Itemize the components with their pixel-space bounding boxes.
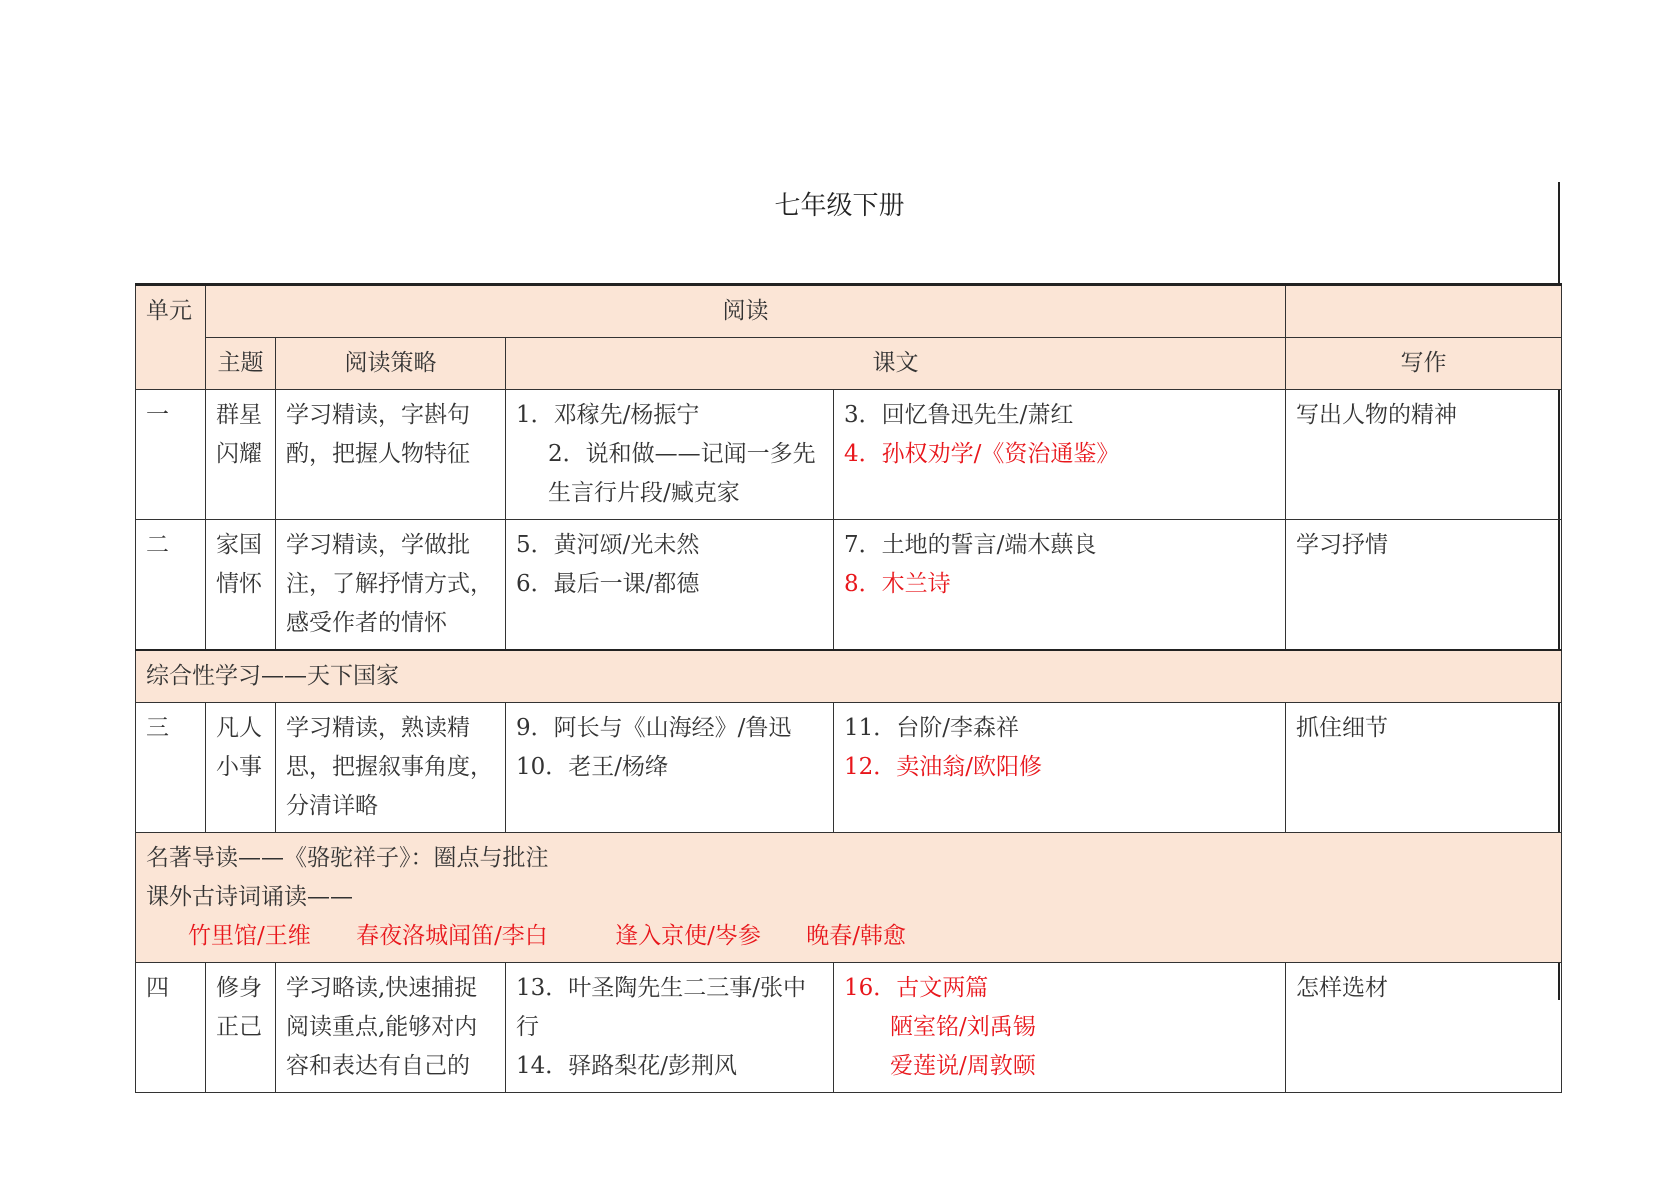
text-item-highlighted: 12．卖油翁/欧阳修 xyxy=(844,754,1043,780)
header-writing: 写作 xyxy=(1286,338,1562,390)
text-item: 6．最后一课/都德 xyxy=(516,571,700,597)
header-blank xyxy=(1286,285,1562,338)
unit-texts-a xyxy=(506,390,834,520)
poem-item: 竹里馆/王维 xyxy=(188,923,311,949)
unit-topic: 群星闪耀 xyxy=(206,390,276,520)
header-reading: 阅读 xyxy=(206,285,1286,338)
band-reading-guide xyxy=(136,833,1562,963)
unit-topic: 修身正己 xyxy=(206,963,276,1093)
unit-texts-b xyxy=(834,703,1286,833)
unit-number: 二 xyxy=(136,520,206,651)
unit-topic: 家国情怀 xyxy=(206,520,276,651)
text-item: 5．黄河颂/光未然 xyxy=(516,532,700,558)
poem-list xyxy=(146,917,1551,956)
unit-texts-b xyxy=(834,520,1286,651)
table-row xyxy=(136,963,1562,1093)
poem-item: 春夜洛城闻笛/李白 xyxy=(356,923,548,949)
header-row-1 xyxy=(136,285,1562,338)
text-item: 7．土地的誓言/端木蕻良 xyxy=(844,532,1097,558)
poem-item: 晚春/韩愈 xyxy=(806,923,906,949)
text-item-highlighted: 陋室铭/刘禹锡 xyxy=(890,1014,1036,1040)
table-row xyxy=(136,520,1562,651)
text-item-highlighted: 爱莲说/周敦颐 xyxy=(890,1053,1036,1079)
band-integrated-learning: 综合性学习——天下国家 xyxy=(136,650,1562,703)
band-row xyxy=(136,833,1562,963)
unit-strategy: 学习精读，学做批注，了解抒情方式，感受作者的情怀 xyxy=(276,520,506,651)
header-texts: 课文 xyxy=(506,338,1286,390)
unit-texts-b xyxy=(834,390,1286,520)
text-item: 11．台阶/李森祥 xyxy=(844,715,1020,741)
unit-number: 四 xyxy=(136,963,206,1093)
header-unit: 单元 xyxy=(136,285,206,390)
band-row xyxy=(136,650,1562,703)
text-item: 2．说和做——记闻一多先生言行片段/臧克家 xyxy=(548,441,816,506)
unit-texts-b xyxy=(834,963,1286,1093)
unit-texts-a xyxy=(506,520,834,651)
unit-strategy: 学习精读，熟读精思，把握叙事角度，分清详略 xyxy=(276,703,506,833)
poetry-recitation-label: 课外古诗词诵读—— xyxy=(146,884,353,910)
header-row-2 xyxy=(136,338,1562,390)
unit-writing: 抓住细节 xyxy=(1286,703,1562,833)
unit-writing: 怎样选材 xyxy=(1286,963,1562,1093)
unit-number: 三 xyxy=(136,703,206,833)
header-strategy: 阅读策略 xyxy=(276,338,506,390)
text-item-highlighted: 16．古文两篇 xyxy=(844,975,989,1001)
unit-topic: 凡人小事 xyxy=(206,703,276,833)
text-item: 3．回忆鲁迅先生/萧红 xyxy=(844,402,1074,428)
unit-texts-a xyxy=(506,963,834,1093)
unit-number: 一 xyxy=(136,390,206,520)
unit-writing: 学习抒情 xyxy=(1286,520,1562,651)
table-row xyxy=(136,703,1562,833)
unit-writing: 写出人物的精神 xyxy=(1286,390,1562,520)
text-item: 14．驿路梨花/彭荆风 xyxy=(516,1053,738,1079)
classic-reading-guide: 名著导读——《骆驼祥子》：圈点与批注 xyxy=(146,845,549,871)
text-item: 9．阿长与《山海经》/鲁迅 xyxy=(516,715,792,741)
curriculum-table xyxy=(135,283,1562,1093)
unit-texts-a xyxy=(506,703,834,833)
text-item-highlighted: 4．孙权劝学/《资治通鉴》 xyxy=(844,441,1120,467)
text-item: 1．邓稼先/杨振宁 xyxy=(516,402,700,428)
unit-strategy: 学习略读,快速捕捉阅读重点,能够对内容和表达有自己的 xyxy=(276,963,506,1093)
header-topic: 主题 xyxy=(206,338,276,390)
poem-item: 逢入京使/岑参 xyxy=(615,923,761,949)
unit-strategy: 学习精读，字斟句酌，把握人物特征 xyxy=(276,390,506,520)
text-item: 13．叶圣陶先生二三事/张中行 xyxy=(516,975,807,1040)
page-title: 七年级下册 xyxy=(774,191,905,221)
text-item-highlighted: 8．木兰诗 xyxy=(844,571,951,597)
table-row xyxy=(136,390,1562,520)
text-item: 10．老王/杨绛 xyxy=(516,754,669,780)
